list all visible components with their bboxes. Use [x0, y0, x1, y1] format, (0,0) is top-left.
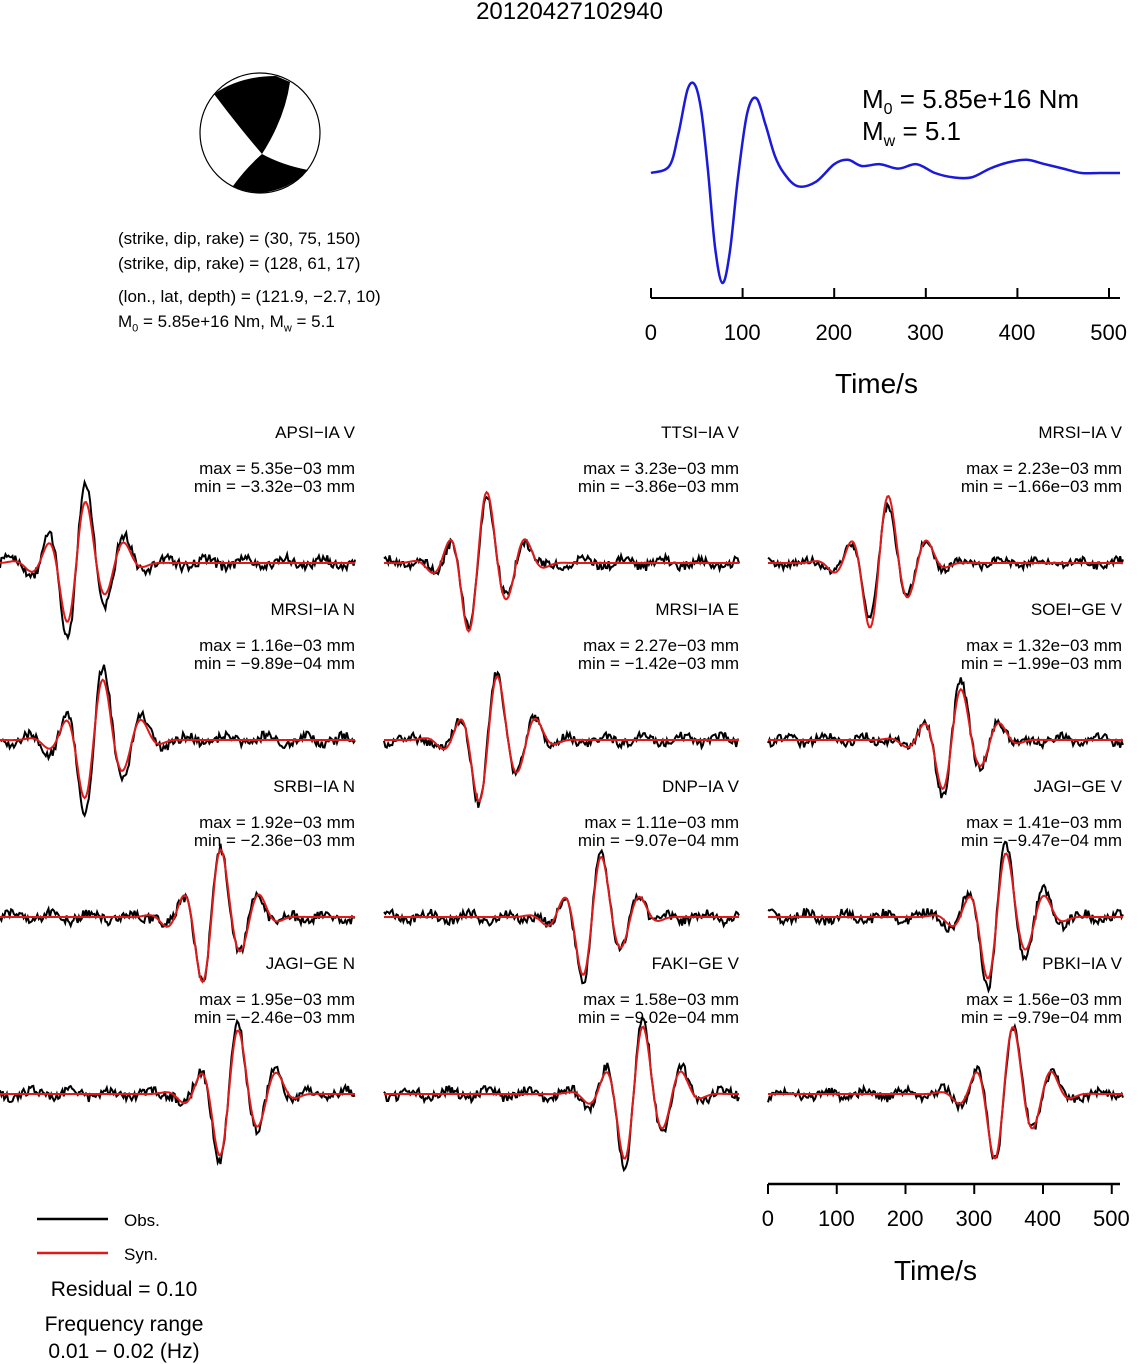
- tick-label-100: 100: [723, 320, 761, 345]
- station-name: APSI−IA V: [275, 423, 355, 442]
- station-max: max = 2.27e−03 mm: [583, 636, 739, 655]
- station-max: max = 1.16e−03 mm: [199, 636, 355, 655]
- trace-syn: [384, 1027, 739, 1159]
- stf-m0-label: M: [862, 84, 884, 114]
- station-min: min = −1.99e−03 mm: [960, 654, 1122, 673]
- tick-label-300: 300: [955, 1206, 993, 1231]
- mech-m0-label: M: [118, 312, 133, 331]
- time-axis: [768, 1184, 1120, 1194]
- tick-label-400: 400: [1024, 1206, 1061, 1231]
- tick-label-200: 200: [886, 1206, 924, 1231]
- stf-mw-label: M: [862, 116, 884, 146]
- station-min: min = −3.32e−03 mm: [193, 477, 355, 496]
- stf-m0-text: [862, 84, 1079, 119]
- station-max: max = 1.41e−03 mm: [966, 813, 1122, 832]
- station-name: TTSI−IA V: [661, 423, 739, 442]
- tick-label-300: 300: [907, 320, 944, 345]
- trace-syn: [768, 689, 1123, 789]
- station-name: DNP−IA V: [661, 777, 739, 796]
- station-min: min = −1.66e−03 mm: [960, 477, 1122, 496]
- station-max: max = 1.95e−03 mm: [199, 990, 355, 1009]
- stf-xlabel: Time/s: [835, 368, 918, 399]
- station-min: min = −3.86e−03 mm: [577, 477, 739, 496]
- station-name: JAGI−GE N: [265, 954, 355, 973]
- mechanism-line-1: (strike, dip, rake) = (30, 75, 150): [118, 229, 361, 248]
- mechanism-line-4: [118, 312, 335, 334]
- page-title: 20120427102940: [476, 0, 663, 25]
- stf-mw-value: = 5.1: [895, 116, 962, 146]
- tick-label-200: 200: [815, 320, 853, 345]
- time-ticks: [768, 1184, 1112, 1194]
- freq-range-label: Frequency range: [44, 1313, 204, 1336]
- tick-label-400: 400: [998, 320, 1036, 345]
- station-max: max = 3.23e−03 mm: [583, 459, 739, 478]
- station-min: min = −9.79e−04 mm: [960, 1008, 1122, 1027]
- station-name: MRSI−IA E: [655, 600, 739, 619]
- station-min: min = −9.02e−04 mm: [577, 1008, 739, 1027]
- station-min: min = −9.47e−04 mm: [960, 831, 1122, 850]
- legend-syn-label: Syn.: [124, 1245, 159, 1264]
- residual-text: Residual = 0.10: [50, 1278, 198, 1301]
- station-min: min = −2.36e−03 mm: [193, 831, 355, 850]
- tick-label-500: 500: [1093, 1206, 1130, 1231]
- tick-label-500: 500: [1090, 320, 1127, 345]
- stf-m0-sub: 0: [883, 101, 893, 119]
- trace-obs: [0, 1021, 355, 1164]
- stf-m0-value: = 5.85e+16 Nm: [892, 84, 1080, 114]
- tick-label-100: 100: [818, 1206, 855, 1231]
- station-name: MRSI−IA V: [1038, 423, 1122, 442]
- mech-mw-value: = 5.1: [291, 312, 335, 331]
- station-name: MRSI−IA N: [270, 600, 355, 619]
- legend-obs-label: Obs.: [124, 1211, 160, 1230]
- station-max: max = 1.32e−03 mm: [966, 636, 1122, 655]
- time-xlabel: Time/s: [894, 1255, 977, 1286]
- station-min: min = −2.46e−03 mm: [193, 1008, 355, 1027]
- station-name: FAKI−GE V: [651, 954, 739, 973]
- freq-range-value: 0.01 − 0.02 (Hz): [48, 1340, 200, 1363]
- station-max: max = 1.92e−03 mm: [199, 813, 355, 832]
- station-max: max = 1.56e−03 mm: [966, 990, 1122, 1009]
- station-name: JAGI−GE V: [1033, 777, 1122, 796]
- station-max: max = 2.23e−03 mm: [966, 459, 1122, 478]
- mech-m0-sub: 0: [132, 322, 139, 335]
- station-min: min = −9.07e−04 mm: [577, 831, 739, 850]
- stf-ticks: [651, 288, 1109, 298]
- tick-label-0: 0: [761, 1206, 774, 1231]
- station-name: PBKI−IA V: [1042, 954, 1122, 973]
- station-min: min = −1.42e−03 mm: [577, 654, 739, 673]
- mechanism-line-2: (strike, dip, rake) = (128, 61, 17): [118, 254, 361, 273]
- stf-mw-sub: w: [883, 133, 896, 151]
- beachball: [200, 73, 320, 193]
- station-name: SOEI−GE V: [1030, 600, 1122, 619]
- station-max: max = 1.58e−03 mm: [583, 990, 739, 1009]
- station-name: SRBI−IA N: [273, 777, 355, 796]
- station-max: max = 5.35e−03 mm: [199, 459, 355, 478]
- mech-m0-value: = 5.85e+16 Nm, M: [138, 312, 284, 331]
- mechanism-line-3: (lon., lat, depth) = (121.9, −2.7, 10): [118, 287, 381, 306]
- stf-mw-text: [862, 116, 961, 151]
- tick-label-0: 0: [644, 320, 657, 345]
- station-min: min = −9.89e−04 mm: [193, 654, 355, 673]
- mech-mw-sub: w: [283, 322, 292, 335]
- station-max: max = 1.11e−03 mm: [584, 813, 739, 832]
